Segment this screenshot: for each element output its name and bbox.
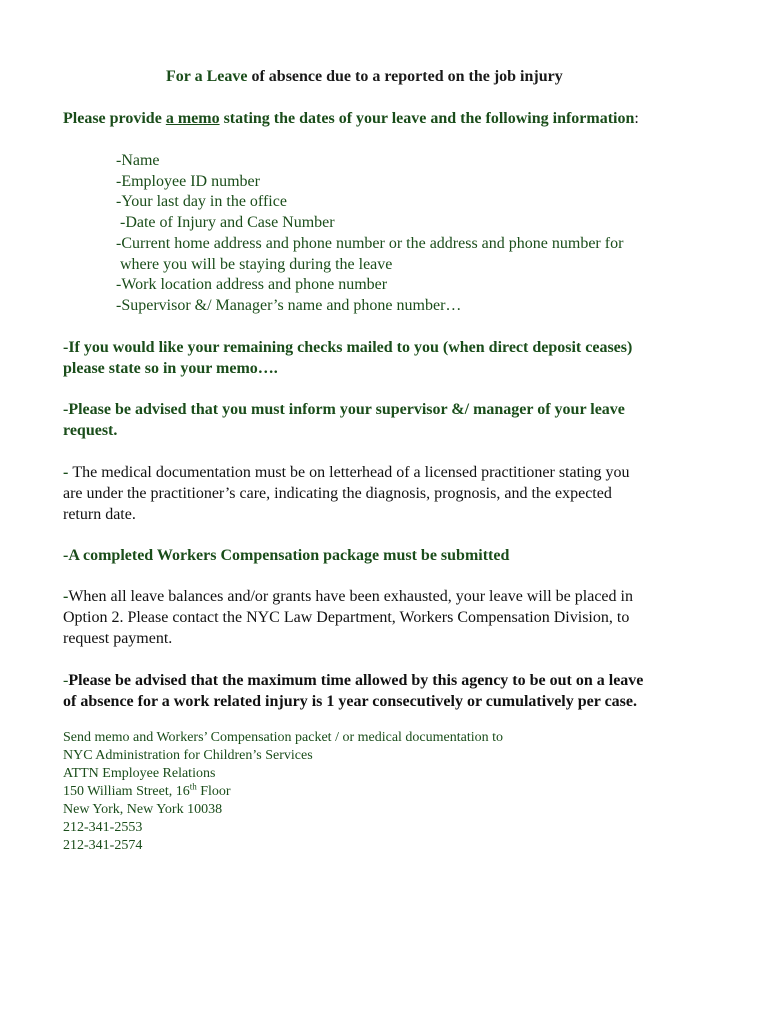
- medical-note-dash: -: [63, 464, 73, 481]
- balances-note-dash: -: [63, 588, 69, 605]
- mailing-instruction: Send memo and Workers’ Compensation packet / or medical documentation to: [63, 730, 504, 745]
- mailing-phone-2: 212-341-2574: [63, 838, 143, 853]
- list-item: -Date of Injury and Case Number: [116, 214, 335, 231]
- balances-note-line3: request payment.: [63, 630, 173, 647]
- mailing-street-after: Floor: [196, 784, 231, 799]
- intro-colon: :: [634, 110, 639, 127]
- list-item: -Employee ID number: [116, 173, 260, 190]
- intro-after: stating the dates of your leave and the following information: [219, 110, 635, 127]
- mailing-street-sup: th: [189, 781, 197, 792]
- page-title: [166, 66, 563, 87]
- intro-memo-underlined: a memo: [165, 110, 220, 127]
- list-item: -Name: [116, 152, 160, 169]
- title-part-rest: of absence due to a reported on the job injury: [247, 68, 563, 85]
- list-item: where you will be staying during the leave: [116, 256, 393, 273]
- mailing-city: New York, New York 10038: [63, 802, 223, 817]
- checks-note-line2: please state so in your memo….: [63, 360, 278, 377]
- mailing-street-before: 150 William Street, 16: [63, 784, 190, 799]
- max-time-note-text1: Please be advised that the maximum time allowed by this agency to be out on a leave: [68, 672, 644, 689]
- intro-before: Please provide: [63, 110, 166, 127]
- title-part-leave: For a Leave: [166, 68, 248, 85]
- inform-note-line2: request.: [63, 422, 118, 439]
- balances-note-line2: Option 2. Please contact the NYC Law Department, Workers Compensation Division, to: [63, 609, 630, 626]
- mailing-agency: NYC Administration for Children’s Services: [63, 748, 313, 763]
- mailing-attn: ATTN Employee Relations: [63, 766, 216, 781]
- max-time-note-line1: [63, 670, 643, 691]
- list-item: -Current home address and phone number or the address and phone number for: [116, 235, 624, 252]
- workers-comp-note: -A completed Workers Compensation package must be submitted: [63, 547, 510, 564]
- intro-text: [63, 108, 639, 129]
- list-item: -Your last day in the office: [116, 193, 287, 210]
- inform-note-line1: -Please be advised that you must inform your supervisor &/ manager of your leave: [63, 401, 625, 418]
- max-time-note-dash: -: [63, 672, 69, 689]
- balances-note-line1: [63, 586, 633, 607]
- list-item: -Work location address and phone number: [116, 276, 388, 293]
- max-time-note-line2: of absence for a work related injury is 1 year consecutively or cumulatively per case.: [63, 693, 637, 710]
- mailing-phone-1: 212-341-2553: [63, 820, 143, 835]
- medical-note-line2: are under the practitioner’s care, indicating the diagnosis, prognosis, and the expected: [63, 485, 612, 502]
- medical-note-text1: The medical documentation must be on letterhead of a licensed practitioner stating you: [72, 464, 630, 481]
- medical-note-line3: return date.: [63, 506, 136, 523]
- checks-note-line1: -If you would like your remaining checks mailed to you (when direct deposit ceases): [63, 339, 633, 356]
- balances-note-text1: When all leave balances and/or grants have been exhausted, your leave will be placed in: [68, 588, 633, 605]
- list-item: -Supervisor &/ Manager’s name and phone number…: [116, 297, 462, 314]
- mailing-street: [63, 783, 231, 801]
- medical-note-line1: [63, 462, 629, 483]
